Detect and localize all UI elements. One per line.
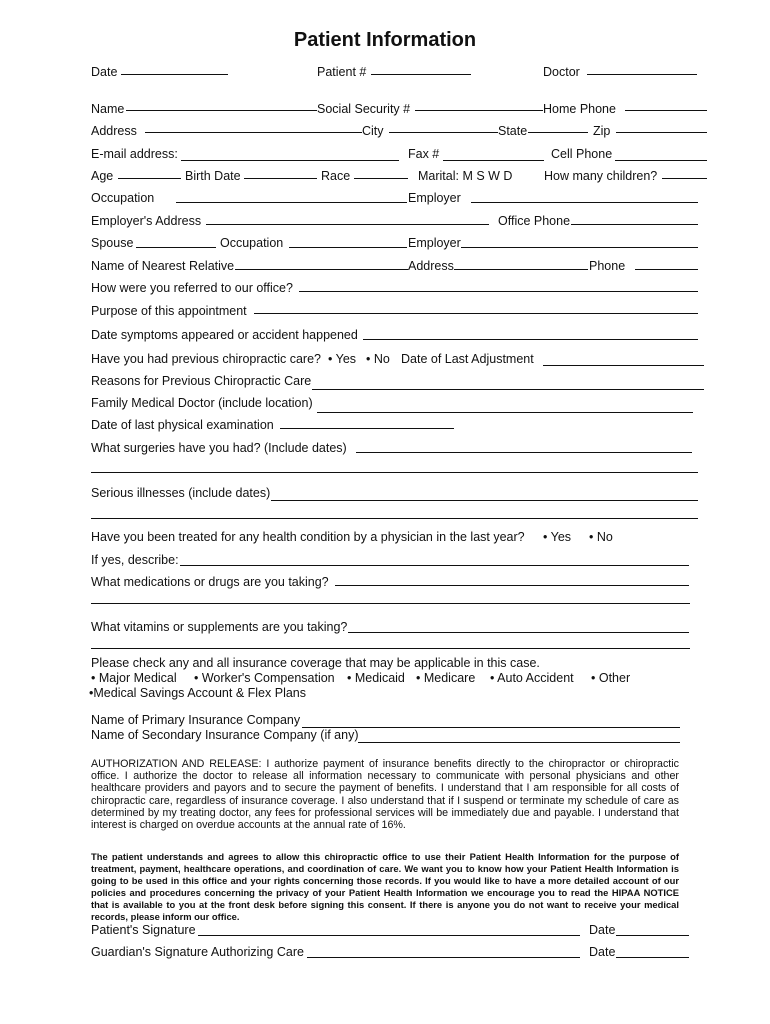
zip-field[interactable] (616, 132, 707, 133)
symptoms-field[interactable] (363, 339, 698, 340)
fax-label: Fax # (408, 147, 440, 161)
authorization-release-text: AUTHORIZATION AND RELEASE: I authorize payment of insurance benefits directly to the chiropractor or chiropractic office. I authorize the doctor to release all information necessary to communicate with personal physicians and other healthcare providers and payors and to secure the payment of benefits. I understand that I am responsible for all costs of chiropractic care, regardless of insurance coverage. I also understand that if I suspend or terminate my schedule of care as determined by my treating doctor, any fees for professional services will be immediately due and payable. I understand that interest is charged on overdue accounts at the annual rate of 16%. (91, 758, 679, 832)
birth-date-label: Birth Date (185, 169, 241, 183)
illnesses-label: Serious illnesses (include dates) (91, 486, 271, 500)
last-physical-field[interactable] (280, 428, 454, 429)
doctor-label: Doctor (543, 65, 580, 79)
spouse-field[interactable] (136, 247, 216, 248)
reasons-prev-label: Reasons for Previous Chiropractic Care (91, 374, 312, 388)
vitamins-field-line2[interactable] (91, 648, 690, 649)
option-text: Auto Accident (497, 671, 574, 685)
guardian-signature-field[interactable] (307, 957, 580, 958)
family-doctor-field[interactable] (317, 412, 693, 413)
no-text: No (596, 530, 613, 544)
occupation-field[interactable] (176, 202, 407, 203)
cell-phone-field[interactable] (615, 160, 707, 161)
treated-yes-option[interactable]: • Yes (543, 530, 572, 544)
treated-no-option[interactable]: • No (589, 530, 613, 544)
describe-label: If yes, describe: (91, 553, 179, 567)
office-phone-field[interactable] (571, 224, 698, 225)
patient-signature-label: Patient's Signature (91, 923, 196, 937)
spouse-label: Spouse (91, 236, 134, 250)
email-field[interactable] (181, 160, 399, 161)
patient-number-field[interactable] (371, 74, 471, 75)
option-text: Other (598, 671, 631, 685)
home-phone-label: Home Phone (543, 102, 616, 116)
home-phone-field[interactable] (625, 110, 707, 111)
date-field[interactable] (121, 74, 228, 75)
primary-insurance-label: Name of Primary Insurance Company (91, 713, 301, 727)
relative-phone-field[interactable] (635, 269, 698, 270)
guardian-signature-label: Guardian's Signature Authorizing Care (91, 945, 304, 959)
surgeries-field-line2[interactable] (91, 472, 698, 473)
insurance-prompt: Please check any and all insurance coverage that may be applicable in this case. (91, 656, 540, 670)
treated-label: Have you been treated for any health condition by a physician in the last year? (91, 530, 525, 544)
medications-field-line2[interactable] (91, 603, 690, 604)
surgeries-label: What surgeries have you had? (Include dates) (91, 441, 347, 455)
name-field[interactable] (126, 110, 317, 111)
cell-phone-label: Cell Phone (551, 147, 613, 161)
secondary-insurance-label: Name of Secondary Insurance Company (if any) (91, 728, 359, 742)
guardian-signature-date-field[interactable] (616, 957, 689, 958)
birth-date-field[interactable] (244, 178, 317, 179)
last-adjustment-field[interactable] (543, 365, 704, 366)
yes-text: Yes (550, 530, 572, 544)
page-title: Patient Information (293, 29, 477, 51)
doctor-field[interactable] (587, 74, 697, 75)
age-label: Age (91, 169, 114, 183)
spouse-employer-label: Employer (408, 236, 461, 250)
insurance-option-medicare[interactable]: • Medicare (416, 671, 476, 685)
primary-insurance-field[interactable] (302, 727, 680, 728)
ssn-label: Social Security # (317, 102, 411, 116)
email-label: E-mail address: (91, 147, 178, 161)
address-field[interactable] (145, 132, 362, 133)
option-text: Medicaid (354, 671, 405, 685)
patient-number-label: Patient # (317, 65, 367, 79)
option-text: Worker's Compensation (201, 671, 335, 685)
ssn-field[interactable] (415, 110, 543, 111)
relative-address-label: Address (408, 259, 454, 273)
vitamins-field[interactable] (348, 632, 689, 633)
purpose-label: Purpose of this appointment (91, 304, 247, 318)
last-adjustment-label: Date of Last Adjustment (401, 352, 534, 366)
family-doctor-label: Family Medical Doctor (include location) (91, 396, 313, 410)
insurance-option-msa-flex[interactable]: •Medical Savings Account & Flex Plans (89, 686, 306, 700)
race-label: Race (321, 169, 351, 183)
employers-address-label: Employer's Address (91, 214, 202, 228)
date-label: Date (91, 65, 118, 79)
employer-label: Employer (408, 191, 461, 205)
insurance-option-medicaid[interactable]: • Medicaid (347, 671, 405, 685)
patient-signature-date-label: Date (589, 923, 616, 937)
race-field[interactable] (354, 178, 408, 179)
prev-chiro-no-option[interactable]: • No (366, 352, 390, 366)
marital-status-options[interactable]: Marital: M S W D (418, 169, 513, 183)
option-text: Major Medical (98, 671, 177, 685)
medications-field[interactable] (335, 585, 689, 586)
state-field[interactable] (528, 132, 588, 133)
city-label: City (362, 124, 384, 138)
secondary-insurance-field[interactable] (358, 742, 680, 743)
referred-field[interactable] (299, 291, 698, 292)
insurance-option-other[interactable]: • Other (591, 671, 631, 685)
state-label: State (498, 124, 528, 138)
no-text: No (373, 352, 390, 366)
patient-signature-field[interactable] (198, 935, 580, 936)
address-label: Address (91, 124, 137, 138)
reasons-prev-field[interactable] (312, 389, 704, 390)
spouse-employer-field[interactable] (461, 247, 698, 248)
medications-label: What medications or drugs are you taking? (91, 575, 329, 589)
spouse-occupation-label: Occupation (220, 236, 284, 250)
last-physical-label: Date of last physical examination (91, 418, 274, 432)
illnesses-field-line2[interactable] (91, 518, 698, 519)
office-phone-label: Office Phone (498, 214, 571, 228)
fax-field[interactable] (443, 160, 544, 161)
describe-field[interactable] (180, 565, 689, 566)
referred-label: How were you referred to our office? (91, 281, 293, 295)
option-text: Medicare (423, 671, 476, 685)
symptoms-label: Date symptoms appeared or accident happened (91, 328, 358, 342)
occupation-label: Occupation (91, 191, 155, 205)
insurance-option-major-medical[interactable]: • Major Medical (91, 671, 177, 685)
nearest-relative-label: Name of Nearest Relative (91, 259, 235, 273)
spouse-occupation-field[interactable] (289, 247, 407, 248)
city-field[interactable] (389, 132, 498, 133)
guardian-signature-date-label: Date (589, 945, 616, 959)
name-label: Name (91, 102, 125, 116)
purpose-field[interactable] (254, 313, 698, 314)
employers-address-field[interactable] (206, 224, 489, 225)
patient-signature-date-field[interactable] (616, 935, 689, 936)
insurance-option-auto-accident[interactable]: • Auto Accident (490, 671, 574, 685)
vitamins-label: What vitamins or supplements are you taking? (91, 620, 348, 634)
prev-chiro-label: Have you had previous chiropractic care? (91, 352, 321, 366)
surgeries-field[interactable] (356, 452, 692, 453)
employer-field[interactable] (471, 202, 698, 203)
hipaa-consent-text: The patient understands and agrees to allow this chiropractic office to use their Patient Health Information for the purpose of treatment, payment, healthcare operations, and coordination of care. We want you to know how your Patient Health Information is going to be used in this office and your rights concerning those records. If you would like to have a more detailed account of our policies and procedures concerning the privacy of your Patient Health Information we encourage you to read the HIPAA NOTICE that is available to you at the front desk before signing this consent. If there is anyone you do not want to receive your medical records, please inform our office. (91, 851, 679, 922)
insurance-option-workers-comp[interactable]: • Worker's Compensation (194, 671, 335, 685)
children-field[interactable] (662, 178, 707, 179)
children-label: How many children? (544, 169, 658, 183)
age-field[interactable] (118, 178, 181, 179)
illnesses-field[interactable] (271, 500, 698, 501)
prev-chiro-yes-option[interactable]: • Yes (328, 352, 357, 366)
relative-address-field[interactable] (454, 269, 588, 270)
zip-label: Zip (593, 124, 611, 138)
option-text: Medical Savings Account & Flex Plans (93, 686, 306, 700)
yes-text: Yes (335, 352, 357, 366)
relative-phone-label: Phone (589, 259, 626, 273)
nearest-relative-field[interactable] (235, 269, 408, 270)
